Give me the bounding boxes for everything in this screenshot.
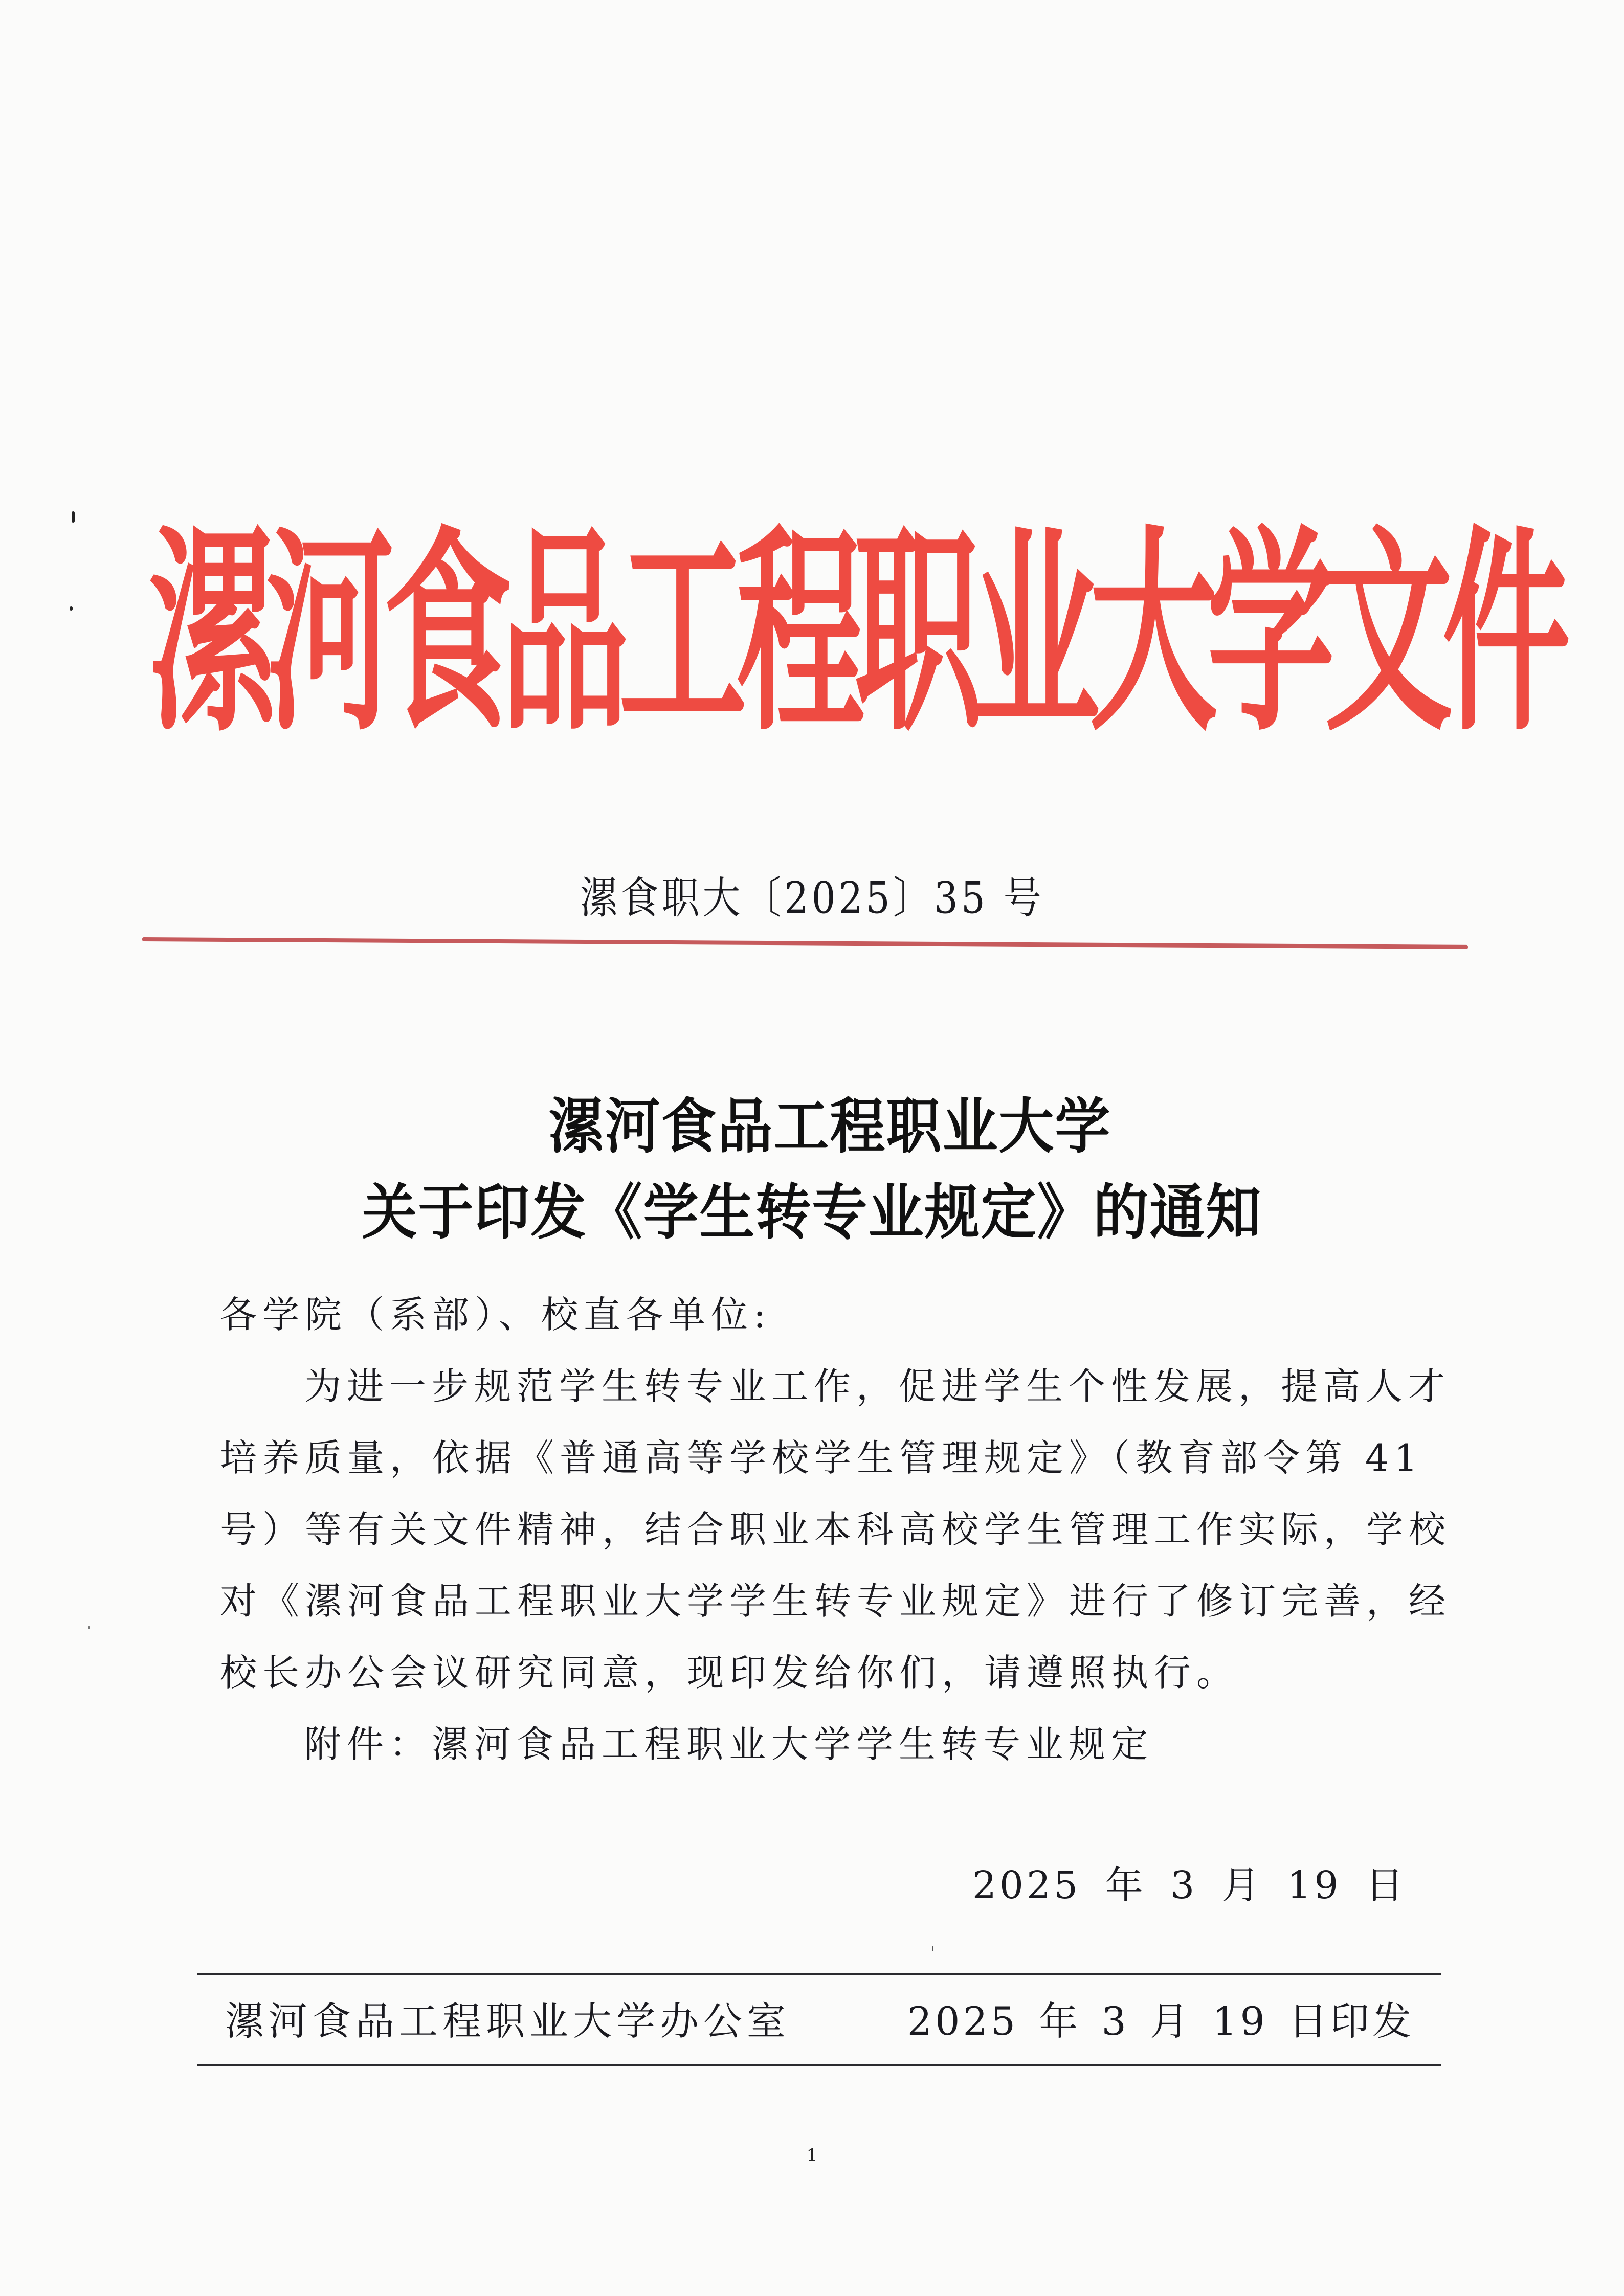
masthead-char: 漯 [148, 507, 276, 760]
signing-date: 2025 年 3 月 19 日 [972, 1863, 1407, 1907]
scan-artifact-mark [932, 1946, 933, 1951]
body-line: 号）等有关文件精神，结合职业本科高校学生管理工作实际，学校 [220, 1508, 1452, 1551]
masthead-char: 文 [1325, 507, 1453, 760]
notice-title-line-1: 漯河食品工程职业大学 [548, 1092, 1111, 1161]
masthead-title [148, 507, 1570, 760]
footer-issue-date: 2025 年 3 月 19 日印发 [907, 1998, 1414, 2044]
scan-artifact-mark [70, 606, 73, 611]
scan-artifact-mark [88, 1626, 90, 1629]
masthead-char: 大 [1089, 507, 1217, 760]
body-line: 为进一步规范学生转专业工作，促进学生个性发展，提高人才 [304, 1365, 1451, 1408]
masthead-char: 业 [972, 507, 1100, 760]
masthead-char: 工 [619, 507, 747, 760]
masthead-char: 职 [854, 507, 982, 760]
salutation: 各学院（系部）、校直各单位: [220, 1293, 772, 1336]
document-number: 漯食职大〔2025〕35 号 [580, 873, 1044, 924]
masthead-char: 程 [737, 507, 864, 760]
masthead-char: 食 [384, 507, 511, 760]
body-line: 培养质量，依据《普通高等学校学生管理规定》（教育部令第 41 [220, 1436, 1423, 1479]
page-number: 1 [806, 2145, 818, 2166]
masthead-char: 件 [1442, 507, 1570, 760]
masthead-char: 品 [501, 507, 629, 760]
body-line: 校长办公会议研究同意，现印发给你们，请遵照执行。 [220, 1651, 1239, 1694]
body-line: 对《漯河食品工程职业大学学生转专业规定》进行了修订完善，经 [220, 1580, 1452, 1623]
attachment-line: 附件：漯河食品工程职业大学学生转专业规定 [304, 1723, 1154, 1766]
masthead-char: 河 [266, 507, 394, 760]
scan-artifact-mark [72, 511, 75, 523]
footer-bottom-rule [197, 2064, 1441, 2066]
masthead-char: 学 [1207, 507, 1335, 760]
notice-title-line-2: 关于印发《学生转专业规定》的通知 [362, 1178, 1262, 1247]
footer-issuer: 漯河食品工程职业大学办公室 [225, 1998, 790, 2044]
red-separator-rule [142, 937, 1468, 949]
footer-top-rule [197, 1973, 1441, 1975]
